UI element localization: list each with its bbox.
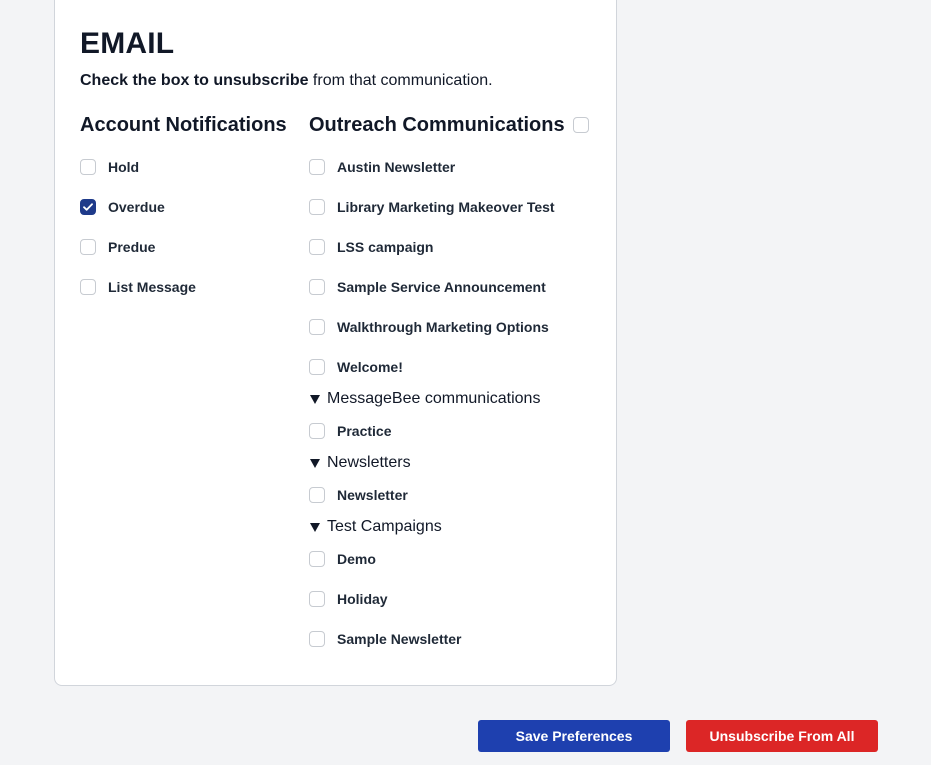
unsubscribe-checkbox[interactable] [309,159,325,175]
group-toggle-messagebee-communications[interactable] [309,387,589,411]
instructions-bold: Check the box to unsubscribe [80,72,309,89]
unsubscribe-checkbox[interactable] [309,359,325,375]
group-label: Test Campaigns [327,518,442,535]
checkbox-label: Walkthrough Marketing Options [337,319,549,335]
unsubscribe-checkbox[interactable] [309,631,325,647]
checkbox-label: Hold [108,159,140,175]
outreach-communications-list [309,147,589,659]
triangle-down-icon [310,395,320,404]
checkbox-item-library-marketing-makeover-test[interactable] [309,187,589,227]
action-buttons [478,720,878,752]
account-notifications-header: Account Notifications [80,113,287,136]
unsubscribe-checkbox[interactable] [309,551,325,567]
unsubscribe-checkbox[interactable] [80,239,96,255]
email-preferences-card [54,0,617,686]
outreach-communications-header [309,111,589,139]
checkbox-label: Predue [108,239,156,255]
unsubscribe-checkbox[interactable] [309,487,325,503]
checkbox-item-practice[interactable] [309,411,589,451]
checkbox-item-lss-campaign[interactable] [309,227,589,267]
group-label: Newsletters [327,454,411,471]
checkbox-item-sample-newsletter[interactable] [309,619,589,659]
outreach-header-label: Outreach Communications [309,113,565,136]
account-notifications-column [80,111,287,307]
unsubscribe-checkbox[interactable] [309,591,325,607]
unsubscribe-checkbox[interactable] [80,159,96,175]
group-label: MessageBee communications [327,390,541,407]
checkbox-label: Holiday [337,591,388,607]
unsubscribe-checkbox[interactable] [309,279,325,295]
checkbox-label: Newsletter [337,487,408,503]
checkbox-item-newsletter[interactable] [309,475,589,515]
instructions [80,71,493,91]
card-title: EMAIL [80,27,175,60]
checkbox-item-austin-newsletter[interactable] [309,147,589,187]
checkbox-label: Welcome! [337,359,403,375]
outreach-communications-column [309,111,589,659]
checkbox-item-welcome[interactable] [309,347,589,387]
checkbox-item-sample-service-announcement[interactable] [309,267,589,307]
unsubscribe-all-button[interactable]: Unsubscribe From All [686,720,878,752]
checkbox-label: Demo [337,551,376,567]
checkbox-item-hold[interactable] [80,147,287,187]
instructions-rest: from that communication. [308,72,493,89]
checkbox-label: Practice [337,423,392,439]
triangle-down-icon [310,523,320,532]
checkbox-label: Sample Newsletter [337,631,462,647]
unsubscribe-checkbox[interactable] [309,199,325,215]
account-notifications-list [80,147,287,307]
checkbox-item-overdue[interactable] [80,187,287,227]
unsubscribe-checkbox[interactable] [80,199,96,215]
checkbox-label: Austin Newsletter [337,159,456,175]
unsubscribe-checkbox[interactable] [309,319,325,335]
group-toggle-newsletters[interactable] [309,451,589,475]
checkbox-label: List Message [108,279,196,295]
save-preferences-button[interactable]: Save Preferences [478,720,670,752]
unsubscribe-checkbox[interactable] [309,423,325,439]
unsubscribe-checkbox[interactable] [309,239,325,255]
unsubscribe-checkbox[interactable] [80,279,96,295]
checkbox-item-list-message[interactable] [80,267,287,307]
checkbox-item-holiday[interactable] [309,579,589,619]
outreach-select-all-checkbox[interactable] [573,117,589,133]
triangle-down-icon [310,459,320,468]
checkbox-label: Sample Service Announcement [337,279,546,295]
checkbox-label: Library Marketing Makeover Test [337,199,555,215]
checkbox-item-walkthrough-marketing-options[interactable] [309,307,589,347]
checkbox-label: Overdue [108,199,165,215]
checkbox-label: LSS campaign [337,239,434,255]
checkbox-item-demo[interactable] [309,539,589,579]
group-toggle-test-campaigns[interactable] [309,515,589,539]
checkbox-item-predue[interactable] [80,227,287,267]
